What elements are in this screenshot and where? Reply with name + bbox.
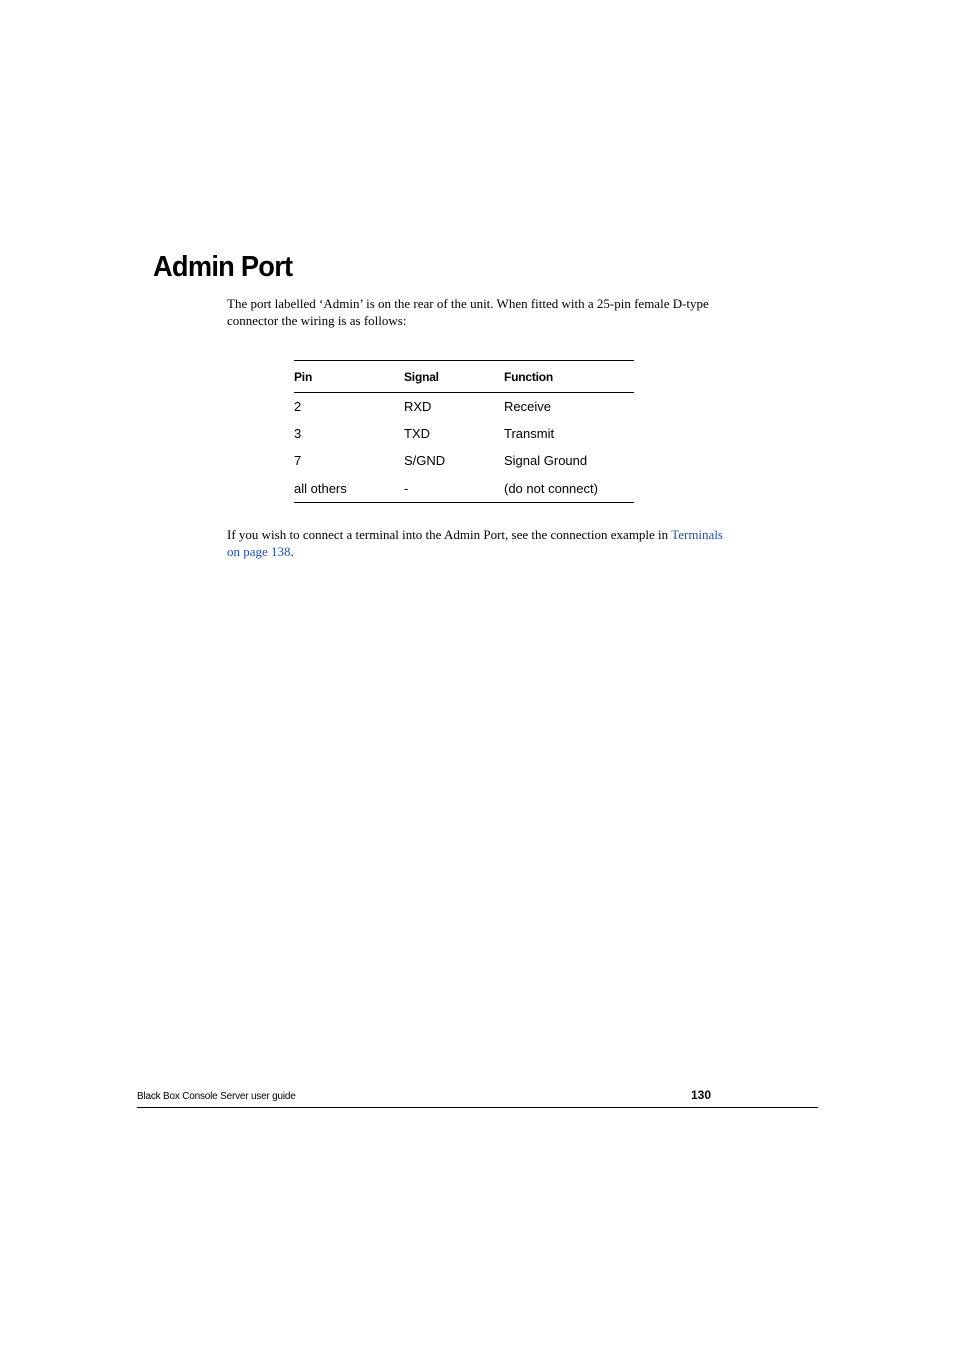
- page-title: Admin Port: [153, 251, 293, 283]
- cell-signal: RXD: [404, 399, 432, 414]
- footer-divider: [137, 1107, 818, 1108]
- outro-paragraph: [227, 527, 727, 560]
- table-row: [294, 447, 634, 474]
- outro-text: If you wish to connect a terminal into the Admin Port, see the connection example in: [227, 527, 672, 542]
- cell-function: Signal Ground: [504, 453, 588, 468]
- cell-pin: all others: [294, 480, 347, 496]
- header-function: Function: [504, 361, 634, 393]
- page-number: 130: [691, 1088, 712, 1102]
- cell-function: Transmit: [504, 426, 555, 441]
- table-header-row: [294, 361, 634, 393]
- header-signal: Signal: [404, 361, 504, 393]
- intro-paragraph: The port labelled ‘Admin’ is on the rear of the unit. When fitted with a 25-pin female D-type connector the wiring is as follows:: [227, 296, 709, 328]
- cell-pin: 7: [294, 453, 302, 468]
- cell-signal: S/GND: [404, 453, 446, 468]
- cell-pin: 3: [294, 426, 302, 441]
- cell-function: Receive: [504, 399, 551, 414]
- header-pin: Pin: [294, 361, 404, 393]
- cell-pin: 2: [294, 399, 302, 414]
- cell-signal: -: [404, 480, 409, 496]
- terminals-page-link[interactable]: Terminals on page 138: [227, 527, 723, 559]
- outro-period: .: [290, 543, 294, 559]
- table-row: [294, 474, 634, 503]
- table-row: [294, 393, 634, 421]
- pin-wiring-table: [294, 360, 634, 503]
- cell-signal: TXD: [404, 426, 430, 441]
- table-row: [294, 420, 634, 447]
- footer-guide-title: Black Box Console Server user guide: [137, 1091, 296, 1102]
- cell-function: (do not connect): [504, 480, 598, 496]
